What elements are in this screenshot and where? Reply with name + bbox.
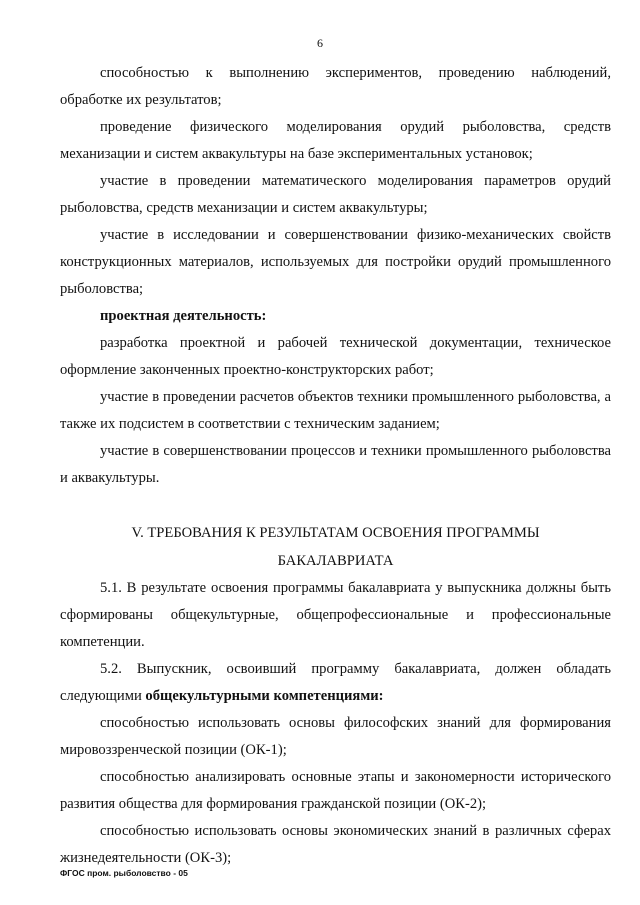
paragraph-5-2-text: 5.2. Выпускник, освоивший программу бакалавриата, должен обладать следующими bbox=[60, 661, 611, 704]
page-number: 6 bbox=[317, 36, 323, 50]
competency-item: способностью анализировать основные этапы и закономерности исторического развития общества для формирования гражданской позиции (ОК-2); bbox=[60, 769, 611, 812]
paragraph: участие в исследовании и совершенствовании физико-механических свойств конструкционных материалов, используемых для постройки орудий промышленного рыболовства; bbox=[60, 227, 611, 297]
design-activity-heading: проектная деятельность: bbox=[100, 308, 267, 324]
paragraph: участие в проведении математического моделирования параметров орудий рыболовства, средств механизации и систем аквакультуры; bbox=[60, 173, 611, 216]
competency-item: способностью использовать основы философских знаний для формирования мировоззренческой позиции (ОК-1); bbox=[60, 715, 611, 758]
paragraph: способностью к выполнению экспериментов, проведению наблюдений, обработке их результатов; bbox=[60, 65, 611, 108]
paragraph: разработка проектной и рабочей технической документации, техническое оформление законченных проектно-конструкторских работ; bbox=[60, 335, 611, 378]
paragraph-5-1: 5.1. В результате освоения программы бакалавриата у выпускника должны быть сформированы общекультурные, общепрофессиональные и профессиональные компетенции. bbox=[60, 580, 611, 650]
paragraph: участие в совершенствовании процессов и техники промышленного рыболовства и аквакультуры. bbox=[60, 443, 611, 486]
paragraph: проведение физического моделирования орудий рыболовства, средств механизации и систем аквакультуры на базе экспериментальных установок; bbox=[60, 119, 611, 162]
paragraph: участие в проведении расчетов объектов техники промышленного рыболовства, а также их подсистем в соответствии с техническим заданием; bbox=[60, 389, 611, 432]
paragraph-5-2-bold: общекультурными компетенциями: bbox=[145, 688, 384, 704]
section-title: V. ТРЕБОВАНИЯ К РЕЗУЛЬТАТАМ ОСВОЕНИЯ ПРОГРАММЫ БАКАЛАВРИАТА bbox=[131, 525, 540, 569]
paragraph-5-2 bbox=[60, 656, 611, 710]
document-body bbox=[60, 60, 611, 872]
competency-item: способностью использовать основы экономических знаний в различных сферах жизнедеятельности (ОК-3); bbox=[60, 823, 611, 866]
footer: ФГОС пром. рыболовство - 05 bbox=[60, 868, 188, 878]
